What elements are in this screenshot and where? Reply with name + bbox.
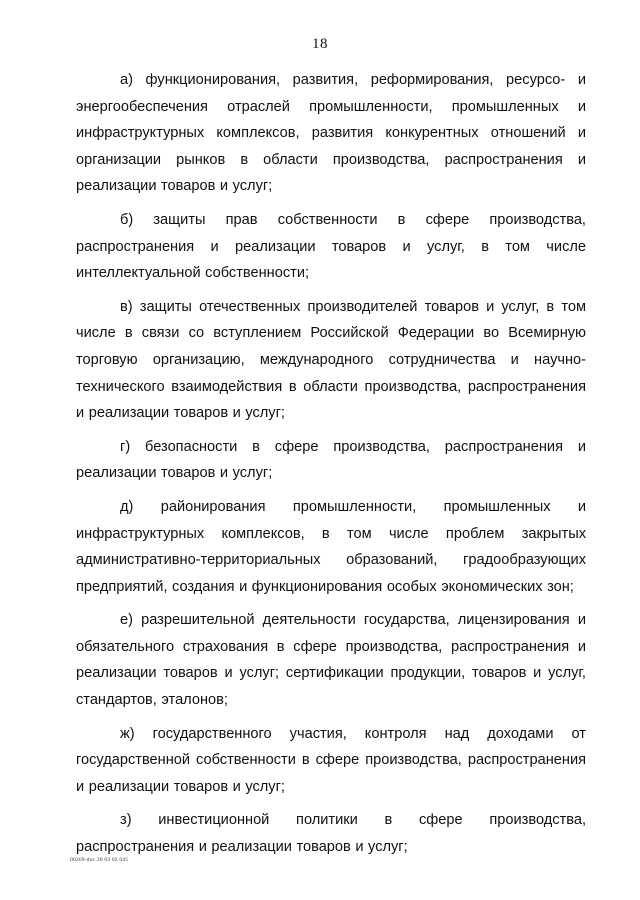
paragraph-a: а) функционирования, развития, реформирования, ресурсо- и энергообеспечения отраслей промышленности, промышленных и инфраструктурных комплексов, развития конкурентных отношений и организации рынков в области производства, распространения и реализации товаров и услуг; [76,72,586,195]
paragraph-zh: ж) государственного участия, контроля над доходами от государственной собственности в сфере производства, распространения и реализации товаров и услуг; [76,725,586,795]
paragraph-g: г) безопасности в сфере производства, распространения и реализации товаров и услуг; [76,438,586,482]
document-body [76,67,586,868]
paragraph-z: з) инвестиционной политики в сфере производства, распространения и реализации товаров и услуг; [76,812,586,856]
paragraph-v: в) защиты отечественных производителей товаров и услуг, в том числе в связи со вступлением Российской Федерации во Всемирную торговую организацию, международного сотрудничества и научно-технического взаимодействия в области производства, распространения и реализации товаров и услуг; [76,298,586,422]
paragraph-d: д) районирования промышленности, промышленных и инфраструктурных комплексов, в том числе проблем закрытых административно-территориальных образований, градообразующих предприятий, создания и функционирования особых экономических зон; [76,498,586,595]
page-number: 18 [312,36,328,52]
paragraph-e: е) разрешительной деятельности государства, лицензирования и обязательного страхования в сфере производства, распространения и реализации товаров и услуг; сертификации продукции, товаров и услуг, стандартов, эталонов; [76,612,586,709]
footer-code: 00269-doc 28 03 02 045 [70,857,129,863]
paragraph-b: б) защиты прав собственности в сфере производства, распространения и реализации товаров и услуг, в том числе интеллектуальной собственности; [76,211,586,282]
